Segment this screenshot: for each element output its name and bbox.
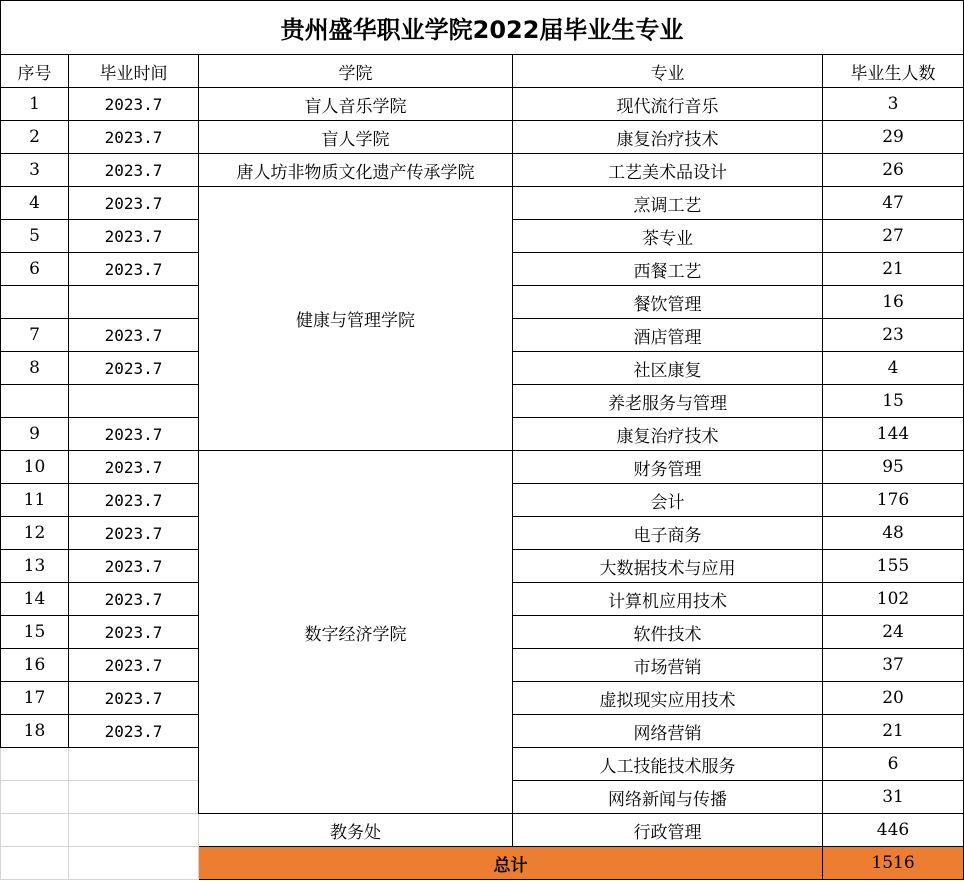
college-cell: 唐人坊非物质文化遗产传承学院	[199, 154, 513, 187]
row-count: 4	[823, 352, 964, 385]
row-count: 37	[823, 649, 964, 682]
row-no: 7	[1, 319, 69, 352]
row-major: 康复治疗技术	[513, 121, 823, 154]
row-date: 2023.7	[69, 451, 199, 484]
row-date	[69, 286, 199, 319]
row-no	[1, 748, 69, 781]
total-label: 总计	[199, 847, 823, 880]
row-count: 21	[823, 253, 964, 286]
row-no: 14	[1, 583, 69, 616]
row-date: 2023.7	[69, 682, 199, 715]
table-row	[1, 154, 964, 187]
row-date: 2023.7	[69, 418, 199, 451]
table-row	[1, 187, 964, 220]
row-date: 2023.7	[69, 220, 199, 253]
college-cell: 数字经济学院	[199, 451, 513, 814]
row-count: 176	[823, 484, 964, 517]
row-count: 15	[823, 385, 964, 418]
header-date: 毕业时间	[69, 55, 199, 88]
row-major: 会计	[513, 484, 823, 517]
table-row	[1, 88, 964, 121]
row-date: 2023.7	[69, 616, 199, 649]
row-no	[1, 385, 69, 418]
row-no: 2	[1, 121, 69, 154]
row-no: 9	[1, 418, 69, 451]
row-no: 18	[1, 715, 69, 748]
row-count: 155	[823, 550, 964, 583]
row-no: 8	[1, 352, 69, 385]
row-major: 社区康复	[513, 352, 823, 385]
row-no: 13	[1, 550, 69, 583]
row-date: 2023.7	[69, 583, 199, 616]
table-row	[1, 814, 964, 847]
row-count: 446	[823, 814, 964, 847]
row-date	[69, 385, 199, 418]
total-row	[1, 847, 964, 880]
row-count: 24	[823, 616, 964, 649]
row-major: 大数据技术与应用	[513, 550, 823, 583]
table-row	[1, 121, 964, 154]
row-major: 餐饮管理	[513, 286, 823, 319]
college-cell: 盲人学院	[199, 121, 513, 154]
row-date: 2023.7	[69, 484, 199, 517]
row-date: 2023.7	[69, 154, 199, 187]
row-no: 16	[1, 649, 69, 682]
row-count: 144	[823, 418, 964, 451]
row-major: 人工技能技术服务	[513, 748, 823, 781]
row-date: 2023.7	[69, 649, 199, 682]
row-no: 1	[1, 88, 69, 121]
row-major: 酒店管理	[513, 319, 823, 352]
row-major: 康复治疗技术	[513, 418, 823, 451]
row-count: 102	[823, 583, 964, 616]
row-major: 现代流行音乐	[513, 88, 823, 121]
row-major: 虚拟现实应用技术	[513, 682, 823, 715]
row-no: 6	[1, 253, 69, 286]
row-major: 软件技术	[513, 616, 823, 649]
row-major: 网络新闻与传播	[513, 781, 823, 814]
row-count: 16	[823, 286, 964, 319]
row-major: 茶专业	[513, 220, 823, 253]
row-date	[69, 748, 199, 781]
row-major: 养老服务与管理	[513, 385, 823, 418]
row-count: 20	[823, 682, 964, 715]
header-no: 序号	[1, 55, 69, 88]
row-count: 21	[823, 715, 964, 748]
row-date: 2023.7	[69, 550, 199, 583]
row-major: 工艺美术品设计	[513, 154, 823, 187]
row-count: 31	[823, 781, 964, 814]
row-major: 电子商务	[513, 517, 823, 550]
row-date: 2023.7	[69, 121, 199, 154]
row-no: 11	[1, 484, 69, 517]
row-count: 3	[823, 88, 964, 121]
row-no: 10	[1, 451, 69, 484]
row-no: 4	[1, 187, 69, 220]
row-major: 西餐工艺	[513, 253, 823, 286]
row-major: 计算机应用技术	[513, 583, 823, 616]
row-date: 2023.7	[69, 88, 199, 121]
row-major: 烹调工艺	[513, 187, 823, 220]
row-date	[69, 814, 199, 847]
row-no: 17	[1, 682, 69, 715]
college-cell: 健康与管理学院	[199, 187, 513, 451]
row-date: 2023.7	[69, 319, 199, 352]
table-row	[1, 451, 964, 484]
row-date: 2023.7	[69, 517, 199, 550]
row-major: 财务管理	[513, 451, 823, 484]
header-college: 学院	[199, 55, 513, 88]
row-no: 5	[1, 220, 69, 253]
total-empty-1	[1, 847, 69, 880]
row-no	[1, 814, 69, 847]
row-no	[1, 286, 69, 319]
row-major: 市场营销	[513, 649, 823, 682]
total-value: 1516	[823, 847, 964, 880]
row-no: 15	[1, 616, 69, 649]
row-count: 29	[823, 121, 964, 154]
row-count: 27	[823, 220, 964, 253]
row-count: 95	[823, 451, 964, 484]
row-no: 12	[1, 517, 69, 550]
row-count: 47	[823, 187, 964, 220]
row-no	[1, 781, 69, 814]
total-empty-2	[69, 847, 199, 880]
row-date: 2023.7	[69, 352, 199, 385]
row-count: 48	[823, 517, 964, 550]
row-count: 6	[823, 748, 964, 781]
college-cell: 盲人音乐学院	[199, 88, 513, 121]
row-major: 行政管理	[513, 814, 823, 847]
college-cell: 教务处	[199, 814, 513, 847]
row-date: 2023.7	[69, 253, 199, 286]
row-count: 26	[823, 154, 964, 187]
row-no: 3	[1, 154, 69, 187]
row-date	[69, 781, 199, 814]
row-major: 网络营销	[513, 715, 823, 748]
header-count: 毕业生人数	[823, 55, 964, 88]
row-count: 23	[823, 319, 964, 352]
row-date: 2023.7	[69, 187, 199, 220]
table-title: 贵州盛华职业学院2022届毕业生专业	[1, 1, 964, 55]
row-date: 2023.7	[69, 715, 199, 748]
header-major: 专业	[513, 55, 823, 88]
